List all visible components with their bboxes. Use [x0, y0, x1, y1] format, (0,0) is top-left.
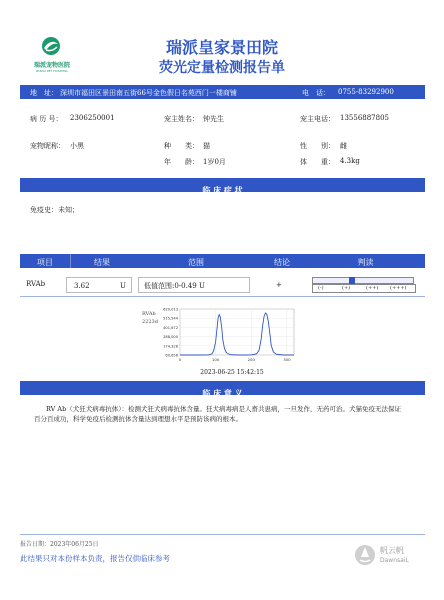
legend-label-1: RVAb — [142, 311, 156, 317]
y-tick-label: 288,000 — [163, 335, 178, 340]
col-interpretation: 判读 — [357, 258, 374, 267]
logo-name: 瑞派宠物医院 — [33, 62, 70, 69]
scale-neg: (-) — [318, 285, 324, 291]
owner-value: 钟先生 — [203, 115, 224, 123]
footer-divider — [20, 534, 425, 535]
weight-value: 4.3kg — [340, 157, 360, 165]
owner-phone-value: 13556887805 — [340, 114, 389, 122]
y-tick-label: 629,013 — [163, 307, 178, 312]
species-value: 猫 — [203, 142, 210, 150]
disclaimer: 此结果只对本份样本负责，报告仅供临床参考 — [20, 554, 170, 563]
address-label: 地 址： — [30, 89, 58, 97]
hospital-name: 瑞派皇家景田院 — [165, 38, 278, 57]
report-title: 荧光定量检测报告单 — [159, 60, 285, 76]
pet-name-value: 小黑 — [70, 142, 84, 150]
row-conclusion: + — [276, 281, 282, 289]
sex-label: 性 别： — [300, 142, 335, 150]
y-tick-label: 174,328 — [163, 344, 178, 349]
address-bar — [20, 85, 425, 99]
immune-history-label: 免疫史： — [30, 206, 58, 214]
meaning-text: RV Ab（犬狂犬病毒抗体）：检测犬狂犬病毒抗体含量。狂犬病毒病是人畜共患病，一旦发作，无药可治。犬猫免疫无法保证百分百成功，科学免疫后检测抗体含量达到理想水平是预防该病的根本。 — [34, 405, 402, 423]
row-unit: U — [120, 282, 126, 290]
brand-logo-icon — [354, 544, 376, 566]
plot-area — [180, 309, 294, 355]
report-date-value: 2023年06月25日 — [50, 541, 99, 548]
row-item: RVAb — [26, 280, 46, 288]
col-conclusion: 结论 — [274, 258, 290, 267]
y-tick-label: 60,656 — [165, 353, 178, 358]
sex-value: 雌 — [340, 142, 347, 150]
meaning-header — [20, 381, 425, 398]
test-timestamp: 2023-06-25 15:42:15 — [200, 369, 264, 376]
brand-name: 帆云帆 — [380, 546, 404, 555]
case-no-label: 病 历 号： — [30, 115, 63, 123]
owner-label: 宠主姓名： — [164, 115, 199, 123]
age-value: 1岁0月 — [203, 158, 226, 166]
scale-marker — [349, 277, 355, 284]
interpretation-scale — [312, 277, 414, 284]
species-label: 种 类： — [164, 142, 199, 150]
row-range: 低值范围:0-0.49 U — [144, 282, 205, 290]
symptoms-title: 临 床 症 状 — [202, 185, 243, 195]
case-no-value: 2306250001 — [70, 114, 115, 122]
x-tick-label: 300 — [283, 357, 291, 362]
x-tick-label: 200 — [247, 357, 255, 362]
hospital-logo — [24, 36, 80, 73]
scale-pos3: (+++) — [390, 285, 407, 291]
scale-pos2: (++) — [366, 285, 379, 291]
meaning-title: 临 床 意 义 — [202, 388, 243, 398]
brand-name-en: DawnsaiL — [380, 557, 409, 564]
symptoms-header — [20, 178, 425, 195]
address-value: 深圳市福田区景田南五街66号金色假日名苑西门一楼商铺 — [60, 89, 237, 97]
x-tick-label: 0 — [178, 357, 182, 362]
age-label: 年 龄： — [164, 158, 199, 166]
scale-pos1: (+) — [342, 285, 351, 291]
col-range: 范围 — [188, 258, 204, 267]
y-tick-label: 401,672 — [163, 325, 178, 330]
fluorescence-chart — [140, 305, 300, 367]
report-date-label: 报告日期： — [20, 541, 51, 548]
owner-phone-label: 宠主电话： — [300, 115, 335, 123]
weight-label: 体 重： — [300, 158, 335, 166]
col-result: 结果 — [94, 258, 110, 267]
col-item: 项目 — [37, 258, 53, 267]
logo-subtitle: RUIPAI PET HOSPITAL — [36, 69, 68, 73]
table-row — [20, 274, 425, 297]
y-tick-label: 515,544 — [163, 316, 178, 321]
immune-history-value: 未知； — [58, 206, 79, 214]
row-value: 3.62 — [74, 282, 90, 290]
logo-mark-icon — [24, 36, 80, 56]
phone-value: 0755-83292900 — [338, 88, 394, 96]
x-tick-label: 100 — [212, 357, 220, 362]
pet-name-label: 宠物昵称： — [30, 142, 65, 150]
phone-label: 电 话： — [302, 89, 330, 97]
legend-label-2: 2223d — [142, 319, 158, 325]
brand-watermark — [354, 542, 426, 570]
